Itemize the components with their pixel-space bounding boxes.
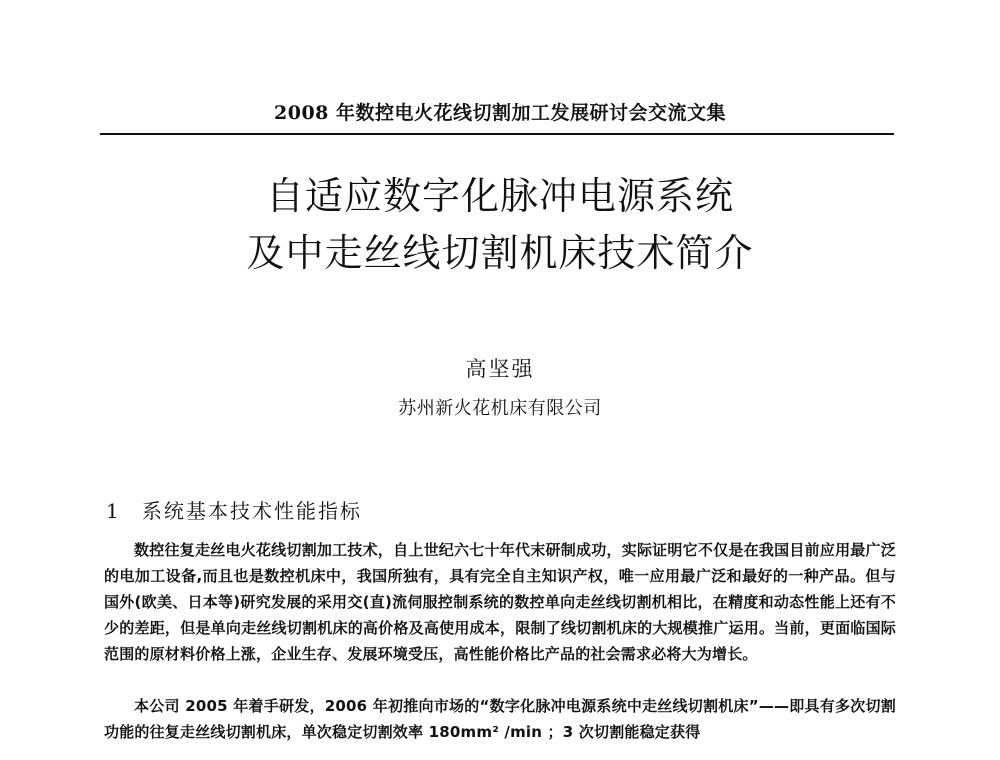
section-number: 1: [106, 499, 121, 523]
affiliation: 苏州新火花机床有限公司: [398, 398, 602, 419]
author: 高坚强: [465, 357, 535, 381]
running-header: 2008 年数控电火花线切割加工发展研讨会交流文集: [274, 102, 726, 124]
paragraph-2: 本公司 2005 年着手研发，2006 年初推向市场的“数字化脉冲电源系统中走丝线切割机床”——即具有多次切割功能的往复走丝线切割机床，单次稳定切割效率 180mm² /min ；3 次切割能稳定获得: [104, 697, 896, 741]
title-line-2: 及中走丝线切割机床技术简介: [246, 231, 754, 275]
title-line-1: 自适应数字化脉冲电源系统: [265, 174, 734, 218]
section-title: 系统基本技术性能指标: [142, 499, 362, 523]
paragraph-1: 数控往复走丝电火花线切割加工技术，自上世纪六七十年代末研制成功，实际证明它不仅是在我国目前应用最广泛的电加工设备,而且也是数控机床中，我国所独有，具有完全自主知识产权，唯一应用最广泛和最好的一种产品。但与国外(欧美、日本等)研究发展的采用交(直)流伺服控制系统的数控单向走丝线切割机相比，在精度和动态性能上还有不少的差距，但是单向走丝线切割机床的高价格及高使用成本，限制了线切割机床的大规模推广运用。当前，更面临国际范围的原材料价格上涨，企业生存、发展环境受压，高性能价格比产品的社会需求必将大为增长。: [104, 541, 896, 663]
section-heading: [106, 497, 806, 525]
header-rule: [100, 133, 894, 135]
